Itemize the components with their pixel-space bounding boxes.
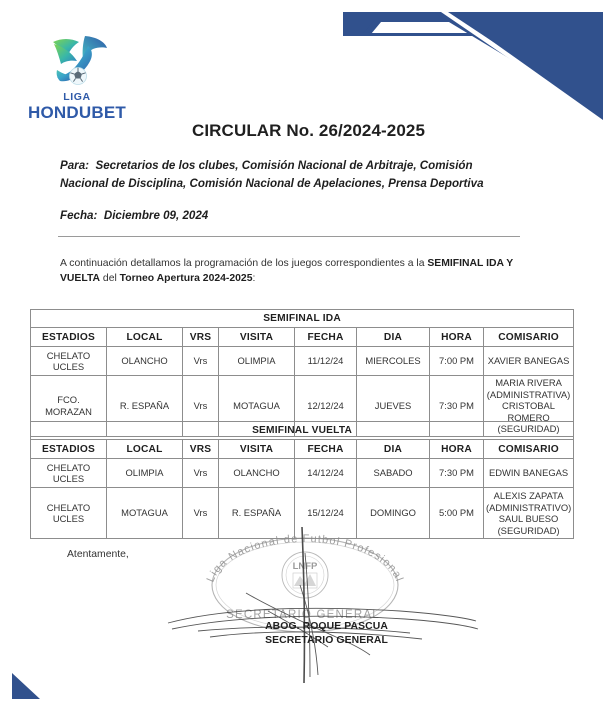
cell-visita: MOTAGUA	[219, 376, 295, 437]
seal-bottom-text: SECRETARIO GENERAL	[226, 609, 380, 621]
handwritten-signature	[150, 525, 480, 685]
cell-comisario: ALEXIS ZAPATA (ADMINISTRATIVO) SAUL BUESO (SEGURIDAD)	[484, 488, 574, 539]
column-header-visita: VISITA	[219, 440, 295, 459]
cell-estadio: FCO. MORAZAN	[31, 376, 107, 437]
table-column-headers	[31, 440, 574, 459]
column-header-hora: HORA	[430, 440, 484, 459]
table-band-header	[31, 422, 574, 440]
column-header-fecha: FECHA	[295, 440, 357, 459]
cell-vrs: Vrs	[183, 488, 219, 539]
column-header-visita: VISITA	[219, 328, 295, 347]
bird-soccer-ball-logo-icon	[41, 30, 113, 92]
cell-fecha: 14/12/24	[295, 459, 357, 488]
table-row	[31, 347, 574, 376]
column-header-comisario: COMISARIO	[484, 328, 574, 347]
column-header-dia: DIA	[357, 440, 430, 459]
signer-role: SECRETARIO GENERAL	[265, 635, 388, 646]
document-meta-block	[60, 157, 530, 225]
cell-local: OLIMPIA	[107, 459, 183, 488]
closing-salutation: Atentamente,	[67, 549, 129, 560]
cell-visita: OLANCHO	[219, 459, 295, 488]
seal-outer-text: Liga Nacional de Futbol Profesional	[204, 532, 406, 585]
cell-hora: 5:00 PM	[430, 488, 484, 539]
cell-dia: MIERCOLES	[357, 347, 430, 376]
table-column-headers	[31, 328, 574, 347]
column-header-comisario: COMISARIO	[484, 440, 574, 459]
addressee-line-2: Nacional de Disciplina, Comisión Nacional de Apelaciones, Prensa Deportiva	[60, 177, 484, 190]
schedule-table-semifinal-ida	[30, 309, 574, 437]
cell-dia: SABADO	[357, 459, 430, 488]
cell-hora: 7:30 PM	[430, 459, 484, 488]
footer-corner-graphic	[0, 655, 90, 705]
intro-text-a: A continuación detallamos la programación de los juegos correspondientes a la	[60, 258, 428, 269]
cell-vrs: Vrs	[183, 347, 219, 376]
cell-estadio: CHELATO UCLES	[31, 488, 107, 539]
band-title: SEMIFINAL IDA	[31, 310, 574, 328]
cell-comisario: EDWIN BANEGAS	[484, 459, 574, 488]
addressee-value-line-1: Secretarios de los clubes, Comisión Nacional de Arbitraje, Comisión	[95, 159, 473, 172]
signer-name: ABOG. ROQUE PASCUA	[265, 621, 388, 632]
header-decoration-graphic	[323, 0, 603, 130]
cell-visita: R. ESPAÑA	[219, 488, 295, 539]
addressee-label: Para:	[60, 159, 90, 172]
cell-local: R. ESPAÑA	[107, 376, 183, 437]
schedule-table-semifinal-vuelta	[30, 421, 574, 539]
document-date-line	[60, 207, 530, 225]
cell-estadio: CHELATO UCLES	[31, 347, 107, 376]
cell-estadio: CHELATO UCLES	[31, 459, 107, 488]
table-row	[31, 488, 574, 539]
signature-block	[0, 620, 603, 648]
cell-visita: OLIMPIA	[219, 347, 295, 376]
cell-dia: JUEVES	[357, 376, 430, 437]
cell-dia: DOMINGO	[357, 488, 430, 539]
cell-vrs: Vrs	[183, 459, 219, 488]
horizontal-divider	[58, 236, 520, 237]
column-header-estadios: ESTADIOS	[31, 440, 107, 459]
intro-paragraph	[60, 256, 526, 286]
column-header-estadios: ESTADIOS	[31, 328, 107, 347]
date-value: Diciembre 09, 2024	[103, 209, 209, 222]
cell-comisario: XAVIER BANEGAS	[484, 347, 574, 376]
intro-text-b: del	[100, 273, 120, 284]
cell-vrs: Vrs	[183, 376, 219, 437]
column-header-local: LOCAL	[107, 328, 183, 347]
cell-local: OLANCHO	[107, 347, 183, 376]
column-header-dia: DIA	[357, 328, 430, 347]
logo-text-hondubet: HONDUBET	[28, 103, 126, 122]
svg-text:Liga Nacional de Futbol Profes	[205, 533, 406, 584]
liga-hondubet-logo	[18, 30, 136, 122]
intro-text-c: :	[252, 273, 256, 284]
table-band-header	[31, 310, 574, 328]
column-header-vrs: VRS	[183, 328, 219, 347]
cell-local: MOTAGUA	[107, 488, 183, 539]
intro-bold-b: Torneo Apertura 2024-2025	[119, 273, 253, 284]
logo-text-liga: LIGA	[63, 91, 91, 103]
seal-center-text: LNFP	[292, 561, 318, 572]
table-row	[31, 459, 574, 488]
date-label: Fecha:	[60, 209, 98, 222]
cell-hora: 7:00 PM	[430, 347, 484, 376]
cell-comisario: MARIA RIVERA (ADMINISTRATIVA) CRISTOBAL ROMERO (SEGURIDAD)	[484, 376, 574, 437]
column-header-local: LOCAL	[107, 440, 183, 459]
column-header-vrs: VRS	[183, 440, 219, 459]
intro-bold-a: SEMIFINAL IDA Y VUELTA	[60, 258, 514, 284]
column-header-hora: HORA	[430, 328, 484, 347]
page-title: CIRCULAR No. 26/2024-2025	[191, 121, 426, 140]
column-header-fecha: FECHA	[295, 328, 357, 347]
cell-hora: 7:30 PM	[430, 376, 484, 437]
cell-fecha: 12/12/24	[295, 376, 357, 437]
band-title: SEMIFINAL VUELTA	[31, 422, 574, 440]
addressee-line-1	[60, 157, 530, 175]
cell-fecha: 11/12/24	[295, 347, 357, 376]
cell-fecha: 15/12/24	[295, 488, 357, 539]
